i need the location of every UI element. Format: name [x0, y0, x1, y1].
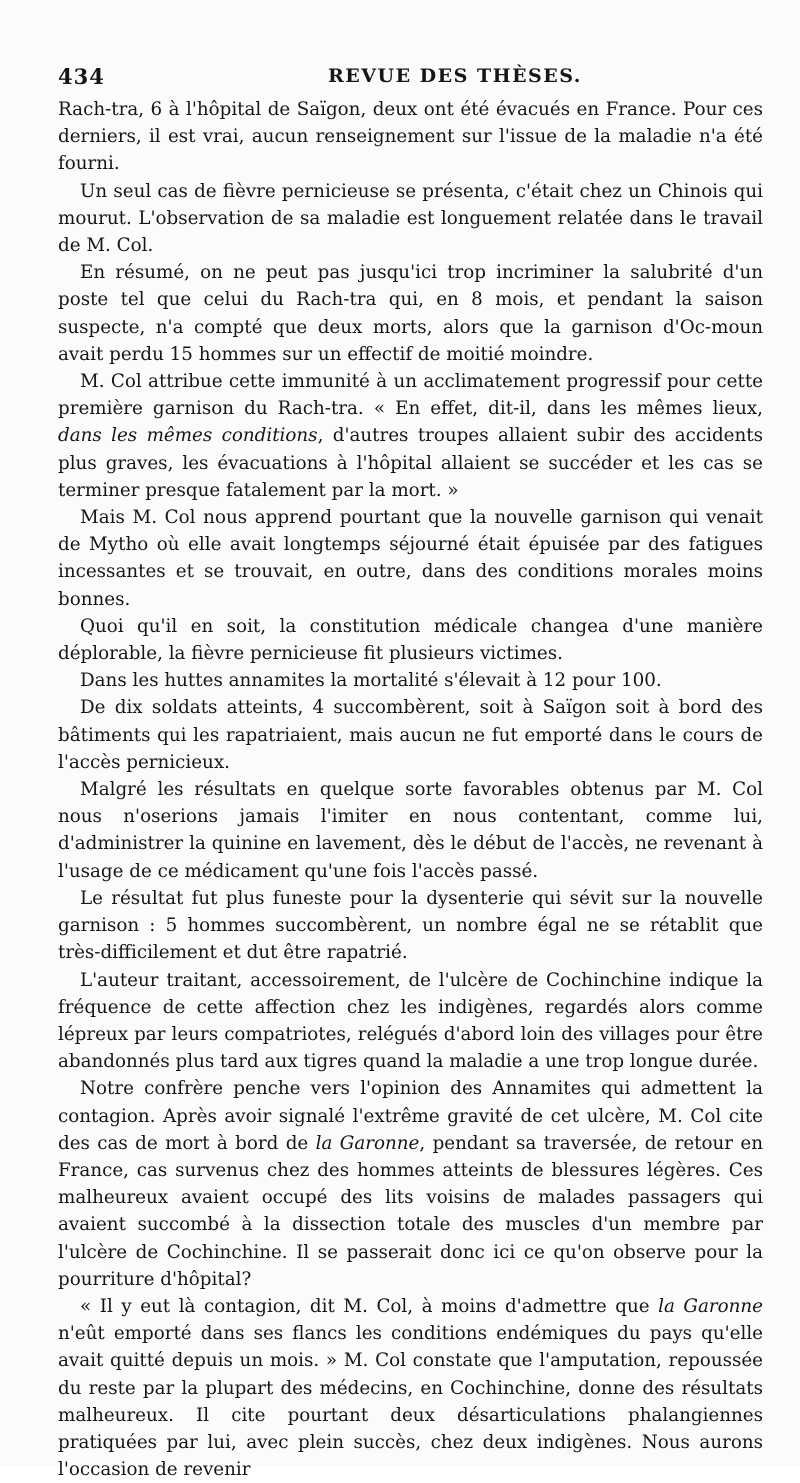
page-header — [58, 64, 758, 96]
paragraph: Quoi qu'il en soit, la constitution médicale changea d'une manière déplorable, la fièvre pernicieuse fit plusieurs victimes. — [58, 615, 763, 665]
running-title: REVUE DES THÈSES. — [328, 65, 582, 87]
paragraph: Mais M. Col nous apprend pourtant que la nouvelle garnison qui venait de Mytho où elle avait longtemps séjourné était épuisée par des fatigues incessantes et se trouvait, en outre, dans des conditions morales moins bonnes. — [58, 507, 763, 610]
paragraph: Un seul cas de fièvre pernicieuse se présenta, c'était chez un Chinois qui mourut. L'observation de sa maladie est longuement relatée dans le travail de M. Col. — [58, 180, 763, 257]
paragraph: Le résultat fut plus funeste pour la dysenterie qui sévit sur la nouvelle garnison : 5 hommes succombèrent, un nombre égal ne se rétablit que très-difficilement et dut être rapatrié. — [58, 887, 763, 964]
body-text — [58, 96, 763, 1483]
ship-name: la Garonne — [315, 1132, 420, 1154]
paragraph: Notre confrère penche vers l'opinion des Annamites qui admettent la contagion. Après avoir signalé l'extrême gravité de cet ulcère, M. Col cite des cas de mort à bord de la Garonne, pendant sa traversée, de retour en France, cas survenus chez des hommes atteints de blessures légères. Ces malheureux avaient occupé des lits voisins de malades passagers qui avaient succombé à la dissection totale des muscles d'un membre par l'ulcère de Cochinchine. Il se passerait donc ici ce qu'on observe pour la pourriture d'hôpital? — [58, 1078, 764, 1290]
paragraph: En résumé, on ne peut pas jusqu'ici trop incriminer la salubrité d'un poste tel que celui du Rach-tra qui, en 8 mois, et pendant la saison suspecte, n'a compté que deux morts, alors que la garnison d'Oc-moun avait perdu 15 hommes sur un effectif de moitié moindre. — [58, 262, 763, 365]
paragraph: « Il y eut là contagion, dit M. Col, à moins d'admettre que la Garonne n'eût emporté dans ses flancs les conditions endémiques du pays qu'elle avait quitté depuis un mois. » M. Col constate que l'amputation, repoussée du reste par la plupart des médecins, en Cochinchine, donne des résultats malheureux. Il cite pourtant deux désarticulations phalangiennes pratiquées par lui, avec plein succès, chez deux indigènes. Nous aurons l'occasion de revenir — [58, 1295, 763, 1481]
ship-name: la Garonne — [658, 1295, 763, 1317]
italic-phrase: dans les mêmes conditions — [58, 425, 318, 447]
paragraph: Dans les huttes annamites la mortalité s'élevait à 12 pour 100. — [80, 670, 662, 692]
paragraph: M. Col attribue cette immunité à un acclimatement progressif pour cette première garnison du Rach-tra. « En effet, dit-il, dans les mêmes lieux, dans les mêmes conditions, d'autres troupes allaient subir des accidents plus graves, les évacuations à l'hôpital allaient se succéder et les cas se terminer presque fatalement par la mort. » — [58, 371, 763, 501]
page-number: 434 — [58, 64, 105, 89]
paragraph: De dix soldats atteints, 4 succombèrent, soit à Saïgon soit à bord des bâtiments qui les rapatriaient, mais aucun ne fut emporté dans le cours de l'accès pernicieux. — [58, 697, 763, 773]
paragraph: Rach-tra, 6 à l'hôpital de Saïgon, deux ont été évacués en France. Pour ces derniers, il est vrai, aucun renseignement sur l'issue de la maladie n'a été fourni. — [58, 99, 763, 175]
paragraph: L'auteur traitant, accessoirement, de l'ulcère de Cochinchine indique la fréquence de cette affection chez les indigènes, regardés alors comme lépreux par leurs compatriotes, relégués d'abord loin des villages pour être abandonnés plus tard aux tigres quand la maladie a une trop longue durée. — [58, 969, 763, 1073]
paragraph: Malgré les résultats en quelque sorte favorables obtenus par M. Col nous n'oserions jamais l'imiter en nous contentant, comme lui, d'administrer la quinine en lavement, dès le début de l'accès, ne revenant à l'usage de ce médicament qu'une fois l'accès passé. — [58, 779, 763, 882]
